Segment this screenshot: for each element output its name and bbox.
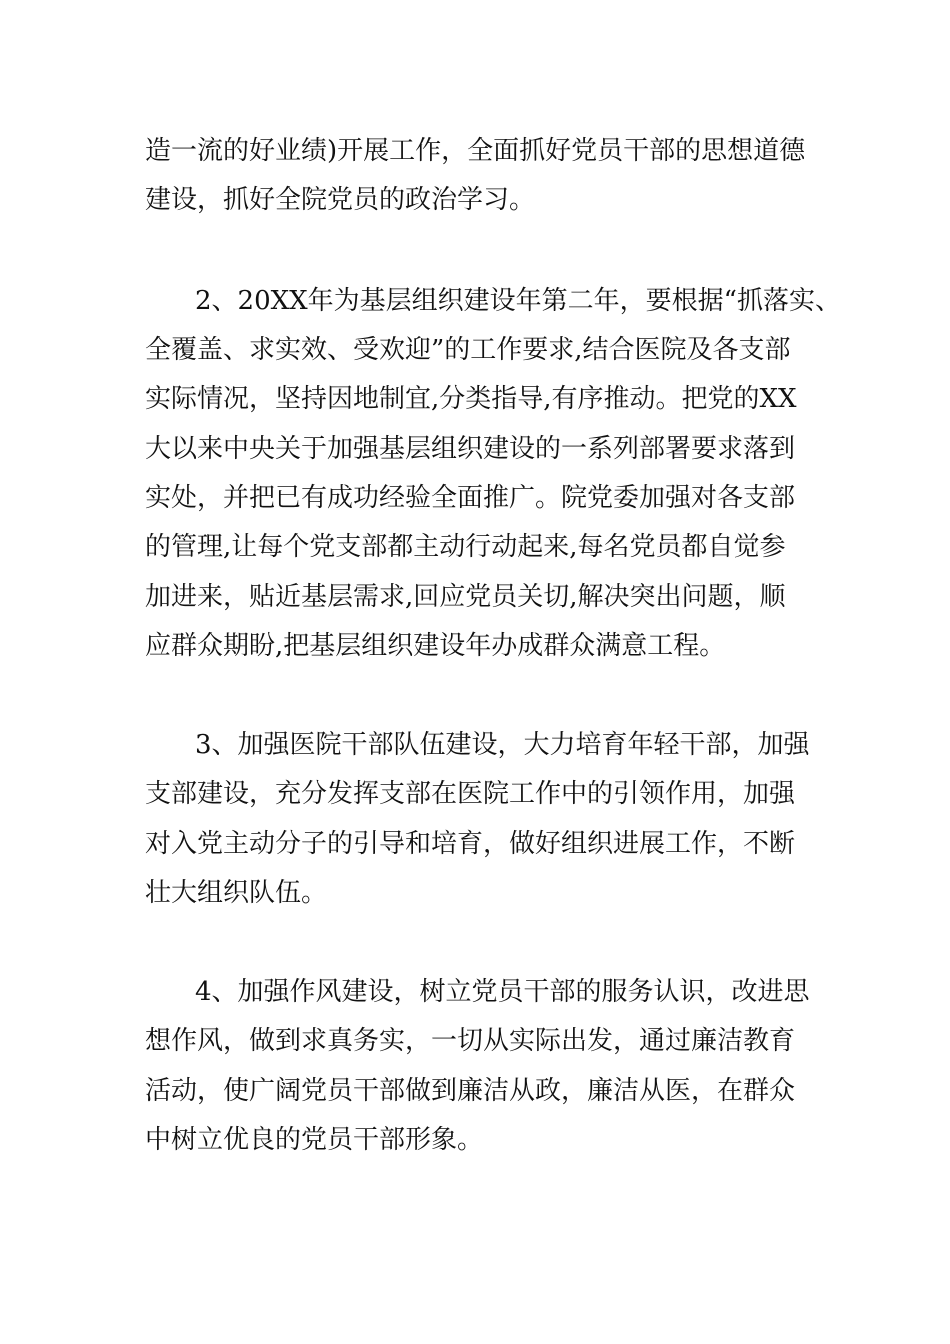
paragraph-4-line-2: 想作风，做到求真务实，一切从实际出发，通过廉洁教育 <box>145 1026 796 1056</box>
paragraph-2-line-3: 实际情况，坚持因地制宜,分类指导,有序推动。把党的XX <box>145 384 797 414</box>
paragraph-2-line-5: 实处，并把已有成功经验全面推广。院党委加强对各支部 <box>145 483 796 513</box>
paragraph-1-line-1: 造一流的好业绩)开展工作，全面抓好党员干部的思想道德 <box>145 136 806 166</box>
paragraph-3-line-4: 壮大组织队伍。 <box>145 878 328 908</box>
paragraph-2-line-1: 2、20XX年为基层组织建设年第二年，要根据“抓落实、 <box>195 286 841 316</box>
paragraph-4-line-1: 4、加强作风建设，树立党员干部的服务认识，改进思 <box>195 977 810 1007</box>
paragraph-3-line-1: 3、加强医院干部队伍建设，大力培育年轻干部，加强 <box>195 730 810 760</box>
paragraph-3-line-3: 对入党主动分子的引导和培育，做好组织进展工作，不断 <box>145 829 796 859</box>
paragraph-4-line-3: 活动，使广阔党员干部做到廉洁从政，廉洁从医，在群众 <box>145 1076 796 1106</box>
paragraph-1-line-2: 建设，抓好全院党员的政治学习。 <box>145 185 536 215</box>
paragraph-2-line-6: 的管理,让每个党支部都主动行动起来,每名党员都自觉参 <box>145 532 786 562</box>
paragraph-2-line-7: 加进来，贴近基层需求,回应党员关切,解决突出问题，顺 <box>145 582 786 612</box>
paragraph-2-line-2: 全覆盖、求实效、受欢迎”的工作要求,结合医院及各支部 <box>145 335 791 365</box>
paragraph-2-line-8: 应群众期盼,把基层组织建设年办成群众满意工程。 <box>145 631 726 661</box>
paragraph-4-line-4: 中树立优良的党员干部形象。 <box>145 1125 484 1155</box>
paragraph-2-line-4: 大以来中央关于加强基层组织建设的一系列部署要求落到 <box>145 434 796 464</box>
paragraph-3-line-2: 支部建设，充分发挥支部在医院工作中的引领作用，加强 <box>145 779 796 809</box>
